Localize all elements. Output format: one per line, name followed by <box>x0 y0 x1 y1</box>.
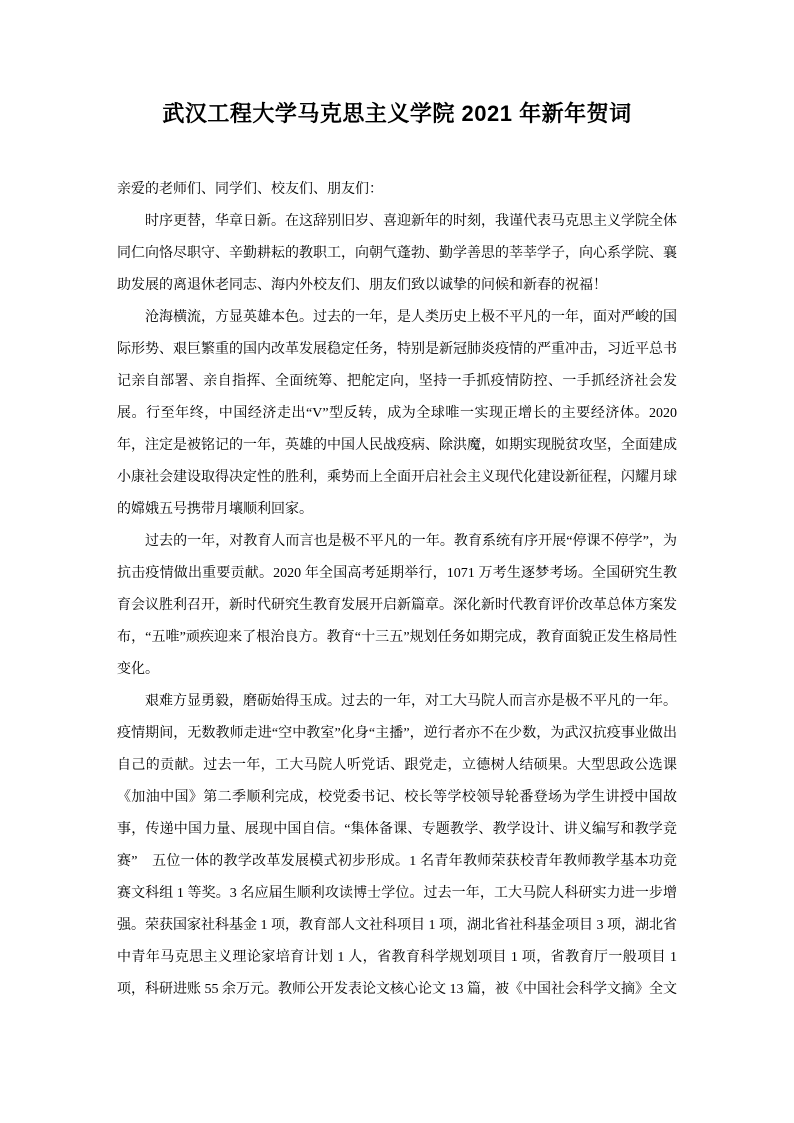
paragraph-college-achievements: 艰难方显勇毅，磨砺始得玉成。过去的一年，对工大马院人而言亦是极不平凡的一年。疫情期间，无数教师走进“空中教室”化身“主播”，逆行者亦不在少数，为武汉抗疫事业做出自己的贡献。过去一年，工大马院人听党话、跟党走，立德树人结硕果。大型思政公选课《加油中国》第二季顺利完成，校党委书记、校长等学校领导轮番登场为学生讲授中国故事，传递中国力量、展现中国自信。“集体备课、专题教学、教学设计、讲义编写和教学竞赛” 五位一体的教学改革发展模式初步形成。1 名青年教师荣获校青年教师教学基本功竞赛文科组 1 等奖。3 名应届生顺利攻读博士学位。过去一年，工大马院人科研实力进一步增强。荣获国家社科基金 1 项，教育部人文社科项目 1 项，湖北省社科基金项目 3 项，湖北省中青年马克思主义理论家培育计划 1 人，省教育科学规划项目 1 项，省教育厅一般项目 1 项，科研进账 55 余万元。教师公开发表论文核心论文 13 篇，被《中国社会科学文摘》全文 <box>117 694 677 997</box>
paragraph-education-review: 过去的一年，对教育人而言也是极不平凡的一年。教育系统有序开展“停课不停学”，为抗击疫情做出重要贡献。2020 年全国高考延期举行，1071 万考生逐梦考场。全国研究生教育会议胜利召开，新时代研究生教育发展开启新篇章。深化新时代教育评价改革总体方案发布，“五唯”顽疾迎来了根治良方。教育“十三五”规划任务如期完成，教育面貌正发生格局性变化。 <box>117 534 677 677</box>
salutation-line: 亲爱的老师们、同学们、校友们、朋友们： <box>117 182 383 197</box>
document-title: 武汉工程大学马克思主义学院 2021 年新年贺词 <box>162 101 632 126</box>
paragraph-new-year-greeting: 时序更替，华章日新。在这辞别旧岁、喜迎新年的时刻，我谨代表马克思主义学院全体同仁向恪尽职守、辛勤耕耘的教职工，向朝气蓬勃、勤学善思的莘莘学子，向心系学院、襄助发展的离退休老同志、海内外校友们、朋友们致以诚挚的问候和新春的祝福！ <box>117 214 677 293</box>
document-body <box>117 174 677 1006</box>
paragraph-national-review: 沧海横流，方显英雄本色。过去的一年，是人类历史上极不平凡的一年，面对严峻的国际形势、艰巨繁重的国内改革发展稳定任务，特别是新冠肺炎疫情的严重冲击，习近平总书记亲自部署、亲自指挥、全面统筹、把舵定向，坚持一手抓疫情防控、一手抓经济社会发展。行至年终，中国经济走出“V”型反转，成为全球唯一实现正增长的主要经济体。2020 年，注定是被铭记的一年，英雄的中国人民战疫病、除洪魔，如期实现脱贫攻坚，全面建成小康社会建设取得决定性的胜利，乘势而上全面开启社会主义现代化建设新征程，闪耀月球的嫦娥五号携带月壤顺利回家。 <box>117 310 677 517</box>
